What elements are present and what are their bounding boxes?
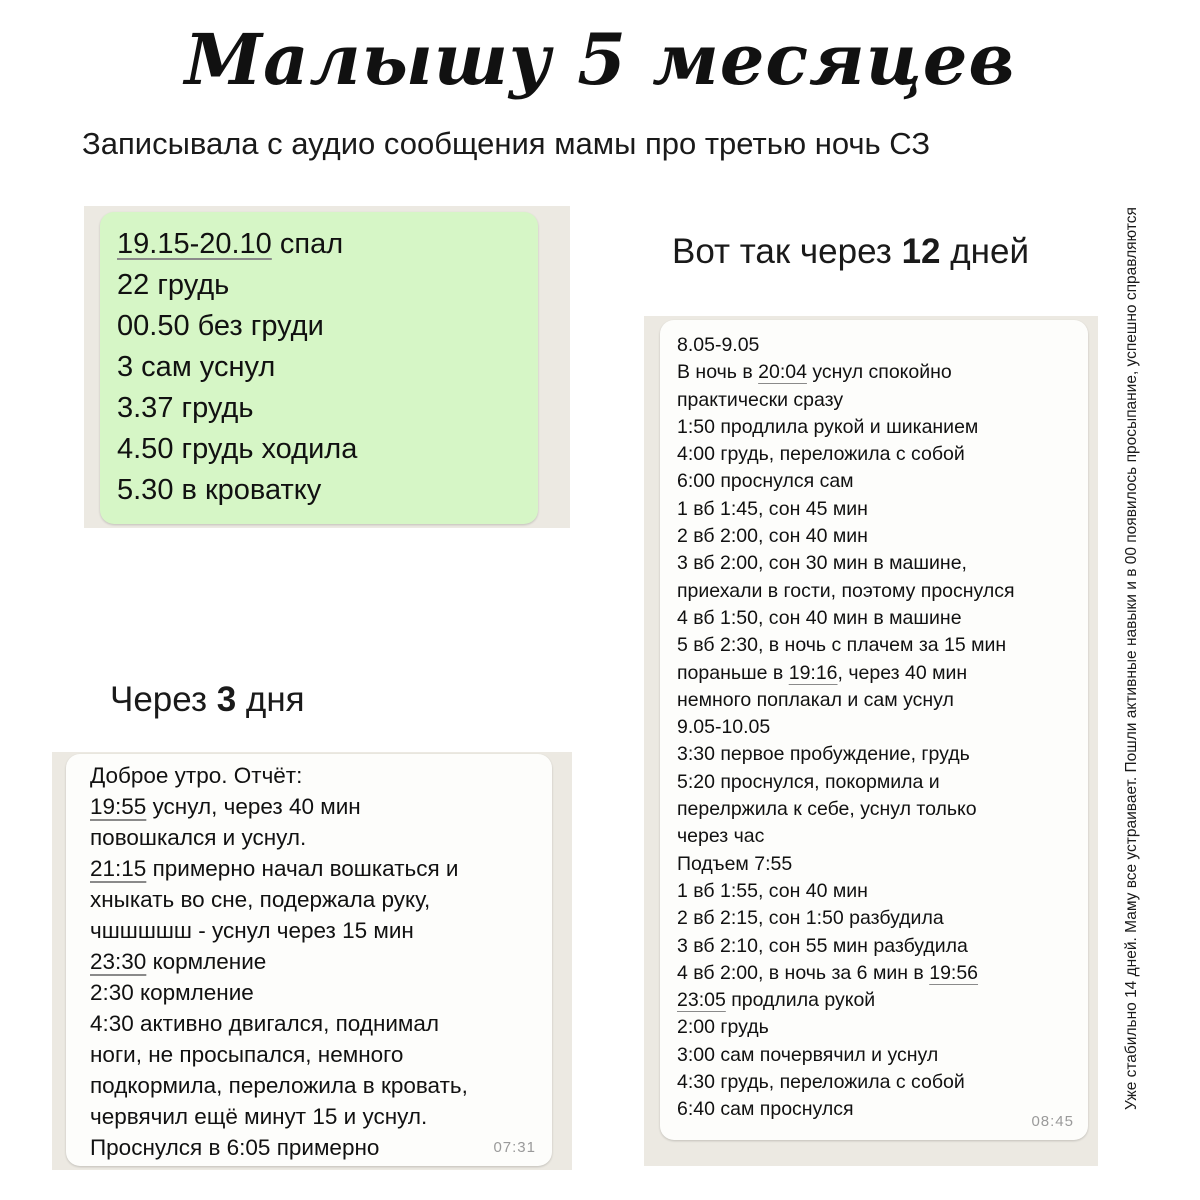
- line-text: 2:30 кормление: [90, 980, 254, 1005]
- message-timestamp: 07:31: [493, 1139, 536, 1156]
- message-line: [677, 905, 1015, 932]
- line-text: Подъем 7:55: [677, 852, 793, 875]
- underlined-time: 23:05: [677, 989, 726, 1012]
- message-line: [117, 347, 357, 388]
- line-text: 22 грудь: [117, 269, 230, 301]
- line-text: чшшшшш - уснул через 15 мин: [90, 918, 414, 943]
- message-bubble-night3: [100, 212, 538, 524]
- heading-after-3-days: [110, 680, 305, 720]
- line-text: 3 вб 2:00, сон 30 мин в машине,: [677, 552, 967, 575]
- underlined-time: 19:56: [929, 961, 979, 984]
- message-bubble-3-days: [66, 754, 552, 1166]
- line-text: 3 вб 2:10, сон 55 мин разбудила: [677, 934, 968, 957]
- line-prefix: 4 вб 2:00, в ночь за 6 мин в: [677, 961, 930, 984]
- message-line: [677, 741, 1015, 768]
- message-line: [677, 359, 1015, 386]
- line-text: 9.05-10.05: [677, 716, 771, 739]
- message-line: [677, 960, 1015, 987]
- heading-12-pre: Вот так через: [672, 232, 902, 271]
- message-line: [90, 977, 468, 1008]
- heading-3-pre: Через: [110, 680, 217, 719]
- line-text: повошкался и уснул.: [90, 825, 307, 850]
- line-text: 4 вб 1:50, сон 40 мин в машине: [677, 606, 962, 629]
- message-line: [677, 1096, 1015, 1123]
- underlined-time: 19:16: [788, 661, 838, 684]
- line-text: ноги, не просыпался, немного: [90, 1042, 404, 1067]
- heading-12-num: 12: [901, 232, 941, 271]
- message-line: [677, 1069, 1015, 1096]
- line-text: уснул, через 40 мин: [146, 794, 361, 819]
- message-line: [677, 1014, 1015, 1041]
- message-line: [677, 441, 1015, 468]
- line-text: 6:00 проснулся сам: [677, 470, 854, 493]
- message-lines: [90, 760, 468, 1163]
- heading-12-post: дней: [940, 232, 1030, 271]
- message-line: [677, 851, 1015, 878]
- line-text: , через 40 мин: [837, 661, 968, 684]
- message-line: [117, 388, 357, 429]
- underlined-time: 21:15: [90, 856, 147, 881]
- message-line: [90, 1132, 468, 1163]
- message-line: [677, 414, 1015, 441]
- message-line: [117, 470, 357, 511]
- message-line: [677, 496, 1015, 523]
- line-text: Доброе утро. Отчёт:: [90, 763, 303, 788]
- line-text: 4:30 активно двигался, поднимал: [90, 1011, 440, 1036]
- line-text: хныкать во сне, подержала руку,: [90, 887, 431, 912]
- line-text: 4:00 грудь, переложила с собой: [677, 443, 965, 466]
- line-text: Проснулся в 6:05 примерно: [90, 1135, 380, 1160]
- message-line: [90, 1008, 468, 1039]
- side-note: Уже стабильно 14 дней. Маму все устраивает. Пошли активные навыки и в 00 появилось просыпание, успешно справляются: [1123, 207, 1140, 1110]
- line-text: перелржила к себе, уснул только: [677, 798, 977, 821]
- message-line: [677, 550, 1015, 577]
- line-text: примерно начал вошкаться и: [146, 856, 459, 881]
- line-text: 2 вб 2:00, сон 40 мин: [677, 525, 868, 548]
- message-line: [677, 769, 1015, 796]
- message-line: [90, 822, 468, 853]
- line-text: 2 вб 2:15, сон 1:50 разбудила: [677, 907, 944, 930]
- page-title: Малышу 5 месяцев: [184, 18, 1016, 101]
- line-text: 2:00 грудь: [677, 1016, 769, 1039]
- message-line: [677, 523, 1015, 550]
- message-line: [117, 429, 357, 470]
- line-text: спал: [271, 228, 344, 260]
- underlined-time: 19:55: [90, 794, 147, 819]
- message-line: [677, 578, 1015, 605]
- message-line: [90, 1039, 468, 1070]
- line-text: червячил ещё минут 15 и уснул.: [90, 1104, 428, 1129]
- message-line: [677, 987, 1015, 1014]
- message-line: [677, 387, 1015, 414]
- heading-3-post: дня: [236, 680, 305, 719]
- line-text: продлила рукой: [725, 989, 876, 1012]
- message-line: [677, 687, 1015, 714]
- message-line: [117, 306, 357, 347]
- message-line: [117, 224, 357, 265]
- line-prefix: В ночь в: [677, 361, 759, 384]
- message-line: [677, 714, 1015, 741]
- line-text: 5 вб 2:30, в ночь с плачем за 15 мин: [677, 634, 1007, 657]
- line-text: 1:50 продлила рукой и шиканием: [677, 415, 979, 438]
- line-text: подкормила, переложила в кровать,: [90, 1073, 468, 1098]
- line-prefix: пораньше в: [677, 661, 789, 684]
- message-line: [90, 946, 468, 977]
- message-line: [677, 1042, 1015, 1069]
- line-text: 6:40 сам проснулся: [677, 1098, 854, 1121]
- message-line: [90, 884, 468, 915]
- line-text: 3 сам уснул: [117, 351, 276, 383]
- message-timestamp: 08:45: [1031, 1113, 1074, 1130]
- line-text: немного поплакал и сам уснул: [677, 688, 954, 711]
- heading-after-12-days: [672, 232, 1029, 272]
- message-lines: [117, 224, 357, 511]
- message-line: [90, 1070, 468, 1101]
- message-line: [677, 332, 1015, 359]
- heading-3-num: 3: [216, 680, 237, 719]
- message-lines: [677, 332, 1015, 1124]
- line-text: 4:30 грудь, переложила с собой: [677, 1071, 965, 1094]
- line-text: практически сразу: [677, 388, 844, 411]
- message-line: [90, 915, 468, 946]
- message-bubble-12-days: [660, 320, 1088, 1140]
- message-line: [677, 823, 1015, 850]
- line-text: 3:30 первое пробуждение, грудь: [677, 743, 970, 766]
- message-line: [90, 1101, 468, 1132]
- message-line: [677, 878, 1015, 905]
- line-text: 1 вб 1:55, сон 40 мин: [677, 879, 868, 902]
- line-text: приехали в гости, поэтому проснулся: [677, 579, 1015, 602]
- message-line: [677, 605, 1015, 632]
- line-text: 3.37 грудь: [117, 392, 254, 424]
- line-text: 00.50 без груди: [117, 310, 324, 342]
- line-text: уснул спокойно: [806, 361, 952, 384]
- message-line: [677, 796, 1015, 823]
- line-text: 3:00 сам почервячил и уснул: [677, 1043, 939, 1066]
- message-line: [117, 265, 357, 306]
- underlined-time: 23:30: [90, 949, 147, 974]
- line-text: 8.05-9.05: [677, 334, 760, 356]
- underlined-time: 19.15-20.10: [117, 228, 272, 260]
- message-line: [677, 660, 1015, 687]
- line-text: 1 вб 1:45, сон 45 мин: [677, 497, 868, 520]
- message-line: [90, 760, 468, 791]
- message-line: [677, 632, 1015, 659]
- line-text: 4.50 грудь ходила: [117, 433, 358, 465]
- line-text: кормление: [146, 949, 267, 974]
- line-text: 5.30 в кроватку: [117, 474, 322, 506]
- message-line: [677, 933, 1015, 960]
- page-subtitle: Записывала с аудио сообщения мамы про третью ночь СЗ: [82, 126, 931, 161]
- message-line: [677, 468, 1015, 495]
- underlined-time: 20:04: [758, 361, 807, 384]
- line-text: 5:20 проснулся, покормила и: [677, 770, 940, 793]
- line-text: через час: [677, 825, 765, 848]
- message-line: [90, 853, 468, 884]
- message-line: [90, 791, 468, 822]
